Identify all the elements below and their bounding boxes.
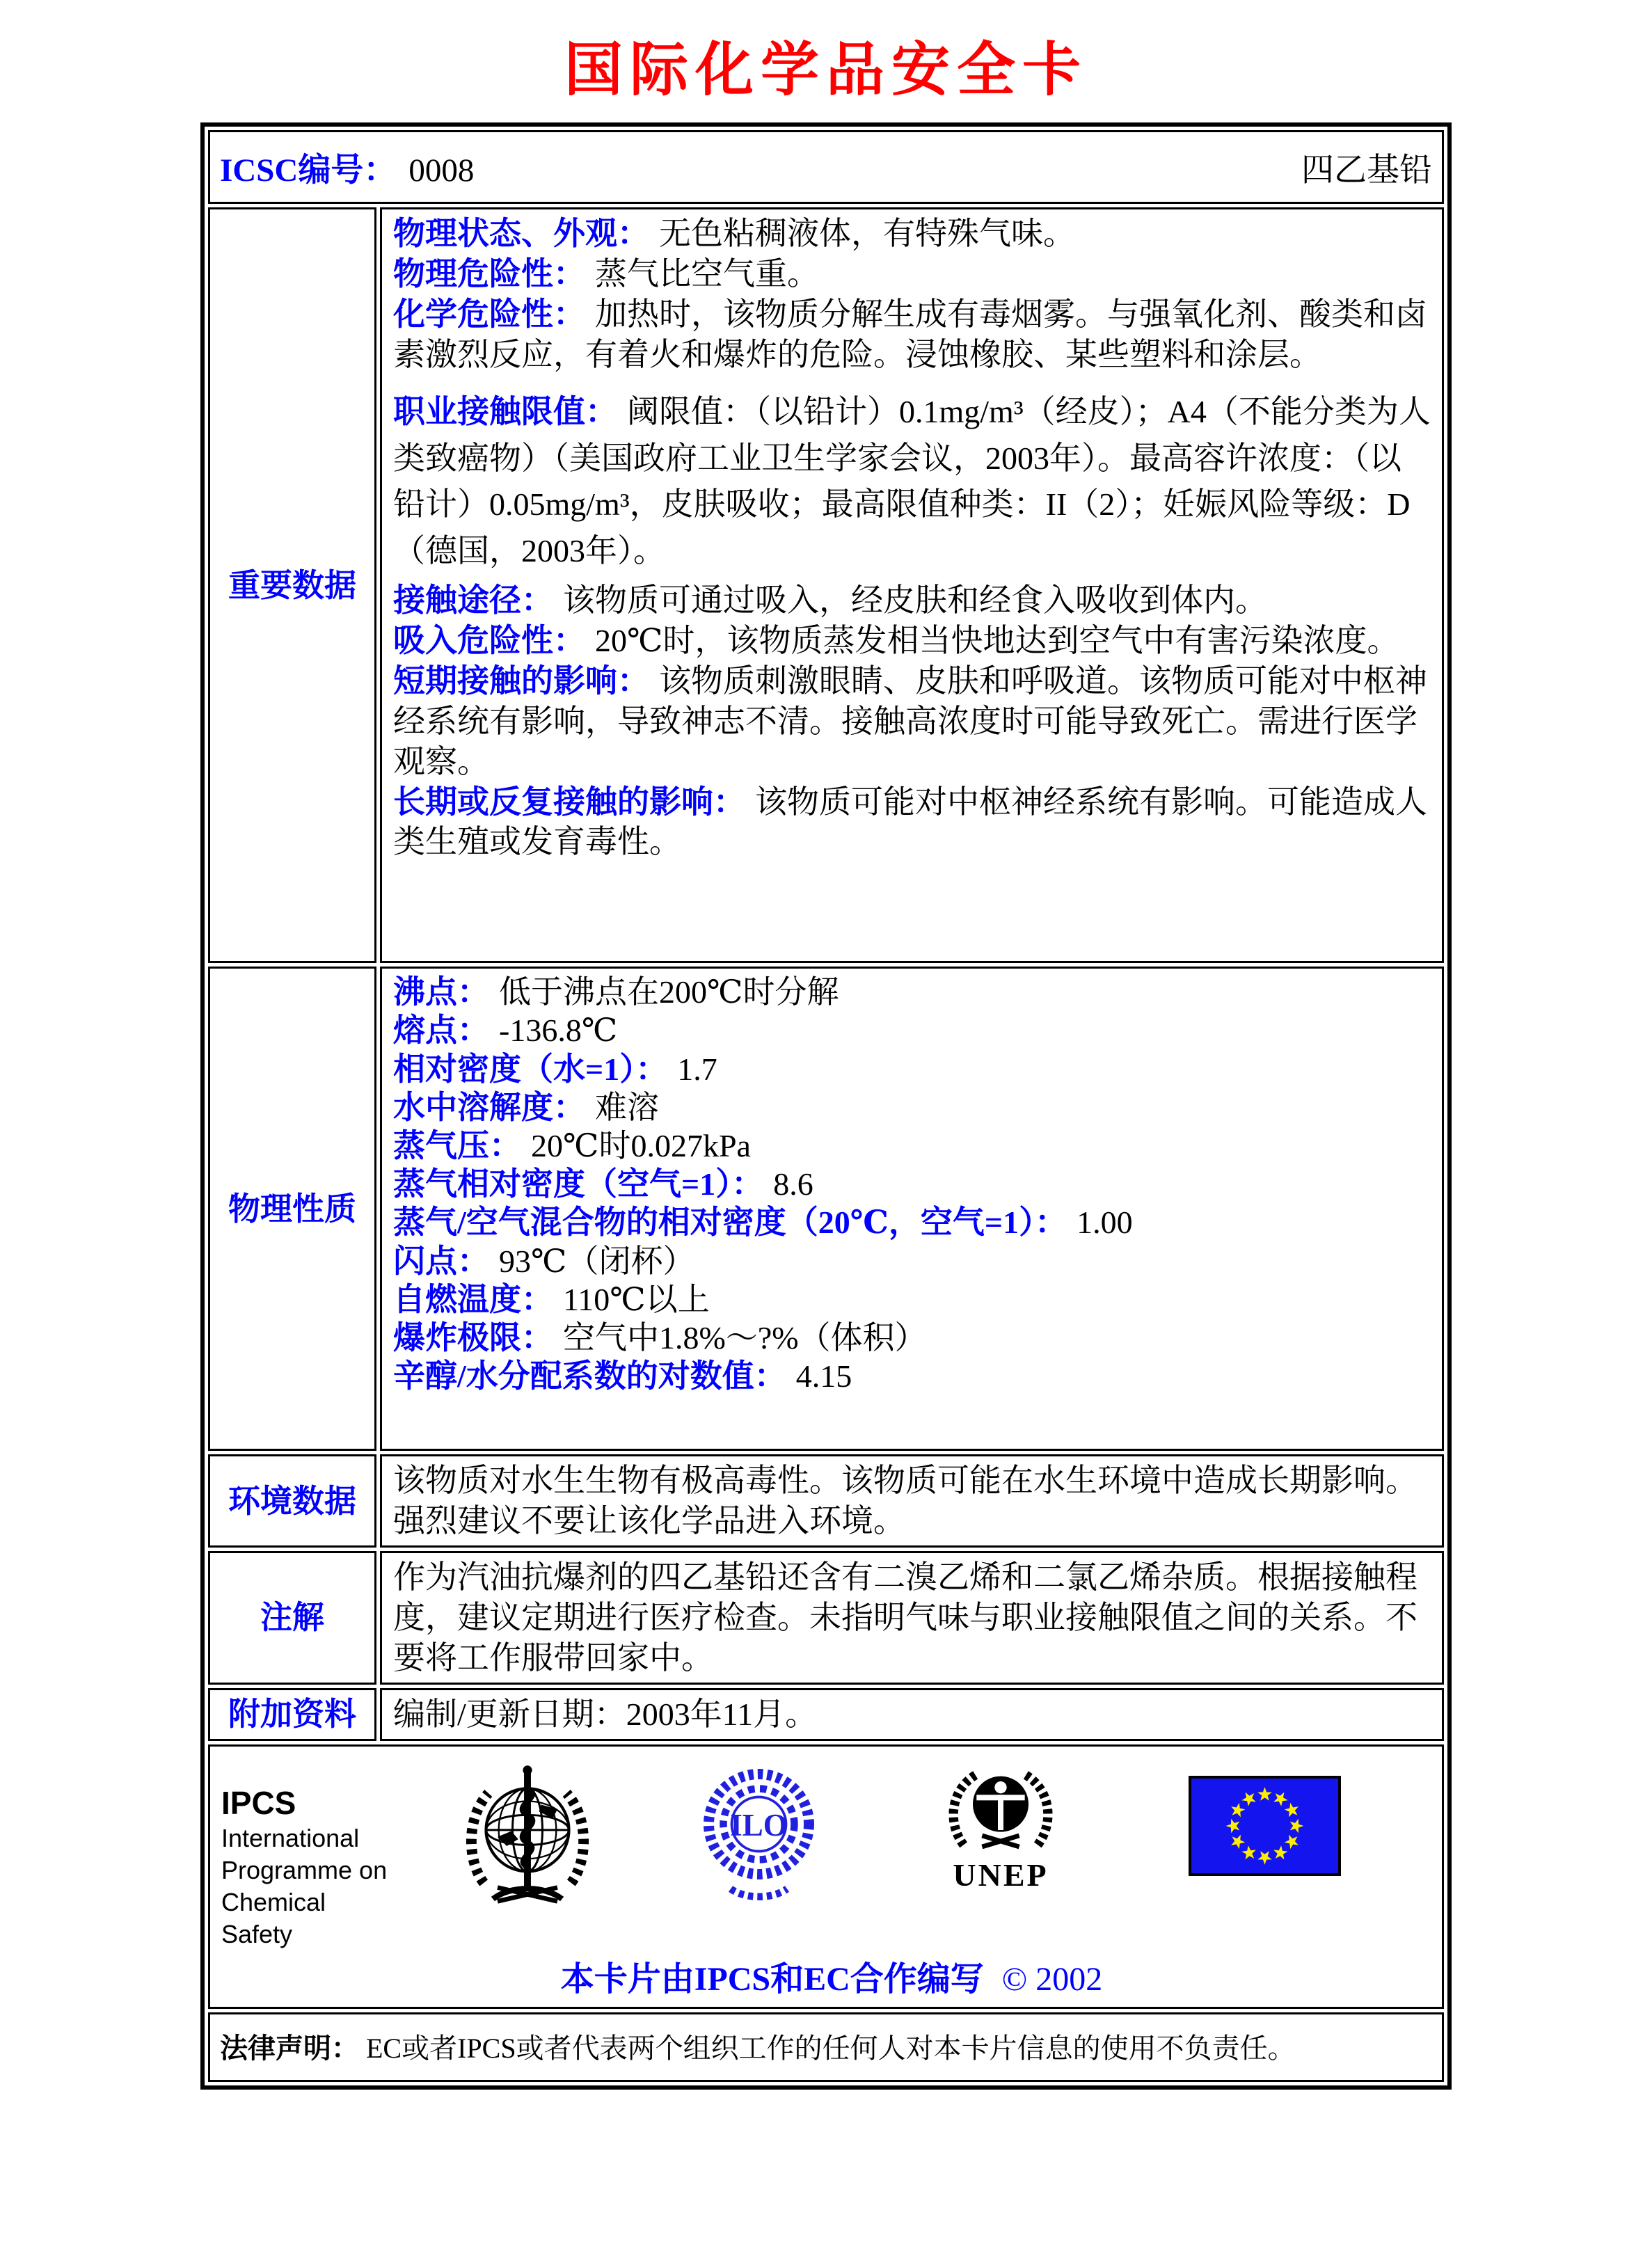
field-label: 蒸气相对密度（空气=1）： (393, 1166, 764, 1202)
important-data-row (208, 207, 1444, 963)
field-value: 无色粘稠液体，有特殊气味。 (659, 216, 1075, 252)
ilo-letters: ILO (730, 1807, 788, 1843)
important-data-item (393, 294, 1432, 375)
field-label: 化学危险性： (393, 296, 585, 333)
field-label: 相对密度（水=1）： (393, 1051, 668, 1087)
field-value: 该物质可通过吸入，经皮肤和经食入吸收到体内。 (563, 582, 1267, 618)
section-label-additional-info: 附加资料 (208, 1688, 376, 1741)
legal-notice-text: EC或者IPCS或者代表两个组织工作的任何人对本卡片信息的使用不负责任。 (366, 2033, 1296, 2065)
who-emblem-icon (458, 1763, 597, 1909)
field-value: 蒸气比空气重。 (595, 256, 819, 292)
copyright-text: © 2002 (1001, 1961, 1103, 1998)
physical-property-item (393, 1242, 1432, 1280)
important-data-item (393, 782, 1432, 863)
physical-property-item (393, 1127, 1432, 1165)
field-label: 长期或反复接触的影响： (393, 784, 745, 820)
physical-property-item (393, 1088, 1432, 1127)
important-data-item (393, 621, 1432, 661)
icsc-number-value: 0008 (408, 152, 475, 189)
field-label: 闪点： (393, 1243, 489, 1279)
ipcs-line: International (221, 1824, 360, 1853)
unep-emblem-icon (945, 1763, 1056, 1892)
field-label: 蒸气/空气混合物的相对密度（20℃，空气=1）： (393, 1205, 1067, 1241)
field-label: 吸入危险性： (393, 622, 585, 658)
important-data-item (393, 661, 1432, 782)
field-value: 阈限值：（以铅计）0.1mg/m³（经皮）；A4（不能分类为人类致癌物）（美国政府工业卫生学家会议，2003年）。最高容许浓度：（以铅计）0.05mg/m³，皮肤吸收；最高限值种类：II（2）；妊娠风险等级：D（德国，2003年）。 (393, 394, 1431, 569)
notes-content (380, 1551, 1444, 1685)
ipcs-text-block (221, 1763, 402, 1951)
section-label-notes: 注解 (208, 1551, 376, 1685)
field-label: 爆炸极限： (393, 1319, 553, 1355)
physical-property-item (393, 1011, 1432, 1049)
field-label: 职业接触限值： (393, 394, 617, 429)
section-label-important-data: 重要数据 (208, 207, 376, 963)
field-value: 20℃时，该物质蒸发相当快地达到空气中有害污染浓度。 (595, 622, 1399, 658)
chemical-name: 四乙基铅 (1301, 152, 1432, 189)
field-label: 沸点： (393, 974, 489, 1010)
environmental-data-content (380, 1454, 1444, 1548)
field-label: 短期接触的影响： (393, 662, 649, 699)
field-label: 物理状态、外观： (393, 216, 649, 252)
field-value: 8.6 (773, 1166, 813, 1202)
environmental-data-text: 该物质对水生生物有极高毒性。该物质可能在水生环境中造成长期影响。强烈建议不要让该化学品进入环境。 (393, 1463, 1417, 1539)
field-label: 熔点： (393, 1012, 489, 1049)
unep-label: UNEP (953, 1857, 1049, 1893)
notes-text: 作为汽油抗爆剂的四乙基铅还含有二溴乙烯和二氯乙烯杂质。根据接触程度，建议定期进行医疗检查。未指明气味与职业接触限值之间的关系。不要将工作服带回家中。 (393, 1559, 1417, 1676)
logos-row (208, 1744, 1444, 2010)
physical-property-item (393, 1357, 1432, 1395)
field-value: 1.00 (1077, 1205, 1133, 1241)
physical-property-item (393, 1203, 1432, 1241)
credit-line (221, 1952, 1442, 2000)
field-label: 自燃温度： (393, 1281, 553, 1317)
legal-notice-label: 法律声明： (220, 2033, 359, 2065)
credit-text: 本卡片由IPCS和EC合作编写 (560, 1961, 984, 1998)
additional-info-content (380, 1688, 1444, 1741)
ipcs-line: Chemical Safety (221, 1888, 326, 1949)
important-data-item (393, 254, 1432, 294)
section-label-physical-properties: 物理性质 (208, 967, 376, 1451)
field-label: 接触途径： (393, 582, 553, 618)
field-label: 蒸气压： (393, 1127, 521, 1163)
field-value: 该物质可能对中枢神经系统有影响。可能造成人类生殖或发育毒性。 (393, 784, 1427, 860)
field-value: -136.8℃ (499, 1012, 618, 1049)
field-value: 4.15 (795, 1358, 852, 1394)
important-data-content (380, 207, 1444, 963)
field-label: 辛醇/水分配系数的对数值： (393, 1358, 786, 1394)
physical-properties-content (380, 967, 1444, 1451)
card-header-cell (208, 130, 1444, 204)
icsc-number-group (220, 144, 474, 191)
physical-property-item (393, 1319, 1432, 1357)
eu-flag-icon (1189, 1763, 1341, 1879)
header-row (208, 130, 1444, 204)
field-label: 物理危险性： (393, 256, 585, 292)
ilo-emblem-icon (701, 1763, 816, 1909)
additional-info-row (208, 1688, 1444, 1741)
field-value: 低于沸点在200℃时分解 (499, 974, 839, 1010)
physical-property-item (393, 973, 1432, 1011)
environmental-data-row (208, 1454, 1444, 1548)
ipcs-line: Programme on (221, 1856, 388, 1885)
physical-property-item (393, 1280, 1432, 1319)
important-data-item (393, 389, 1432, 575)
icsc-number-label: ICSC编号： (220, 152, 397, 189)
physical-property-item (393, 1165, 1432, 1203)
field-value: 110℃以上 (563, 1281, 710, 1317)
logos-cell (208, 1744, 1444, 2010)
ipcs-acronym: IPCS (221, 1784, 296, 1821)
field-value: 1.7 (677, 1051, 717, 1087)
field-value: 难溶 (595, 1089, 659, 1125)
physical-properties-row (208, 967, 1444, 1451)
physical-property-item (393, 1050, 1432, 1088)
icsc-card-table (200, 122, 1452, 2090)
section-label-environmental-data: 环境数据 (208, 1454, 376, 1548)
field-label: 水中溶解度： (393, 1089, 585, 1125)
legal-row (208, 2012, 1444, 2082)
field-value: 该物质刺激眼睛、皮肤和呼吸道。该物质可能对中枢神经系统有影响，导致神志不清。接触高浓度时可能导致死亡。需进行医学观察。 (393, 662, 1427, 779)
important-data-item (393, 580, 1432, 621)
important-data-item (393, 214, 1432, 254)
page-title: 国际化学品安全卡 (564, 38, 1088, 103)
field-value: 空气中1.8%～?%（体积） (563, 1319, 927, 1355)
field-value: 93℃（闭杯） (499, 1243, 695, 1279)
legal-notice-cell (208, 2012, 1444, 2082)
field-value: 20℃时0.027kPa (531, 1127, 751, 1163)
field-value: 加热时，该物质分解生成有毒烟雾。与强氧化剂、酸类和卤素激烈反应，有着火和爆炸的危险。浸蚀橡胶、某些塑料和涂层。 (393, 296, 1427, 373)
notes-row (208, 1551, 1444, 1685)
additional-info-text: 编制/更新日期：2003年11月。 (393, 1696, 818, 1732)
